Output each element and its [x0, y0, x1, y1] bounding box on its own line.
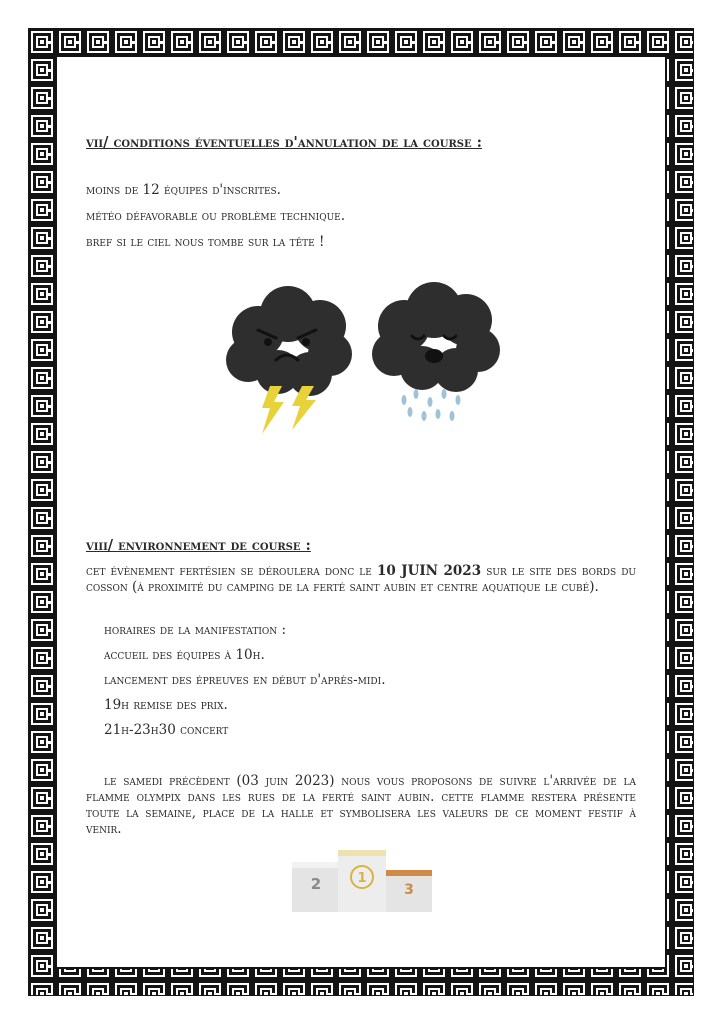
rain-drops-icon	[402, 389, 461, 421]
condition-line-3: bref si le ciel nous tombe sur la tête !	[86, 234, 325, 250]
lightning-icon	[262, 386, 316, 434]
podium-first-place	[338, 850, 386, 912]
schedule-item-4: 21h-23h30 concert	[104, 722, 229, 738]
schedule-heading: horaires de la manifestation :	[104, 622, 286, 638]
condition-line-2: météo défavorable ou problème technique.	[86, 208, 346, 224]
schedule-item-3: 19h remise des prix.	[104, 697, 228, 713]
schedule-item-2: lancement des épreuves en début d'après-midi.	[104, 672, 386, 688]
podium-label-1: 1	[357, 871, 367, 886]
schedule-item-1: accueil des équipes à 10h.	[104, 647, 265, 663]
closing-paragraph: le samedi précèdent (03 juin 2023) nous vous proposons de suivre l'arrivée de la flamme olympix dans les rues de la ferté saint aubin. cette flamme restera présente toute la semaine, place de la halle et symbolisera les valeurs de ce moment festif à venir.	[86, 773, 636, 837]
intro-text-after: sur le site des bords du cosson (à proximité du camping de la ferté saint aubin et centre aquatique le cubé).	[86, 563, 637, 595]
podium-second-place	[292, 862, 340, 912]
section-7-heading: vii/ conditions éventuelles d'annulation de la course :	[86, 134, 483, 151]
angry-cloud-icon	[226, 286, 352, 396]
podium-label-3: 3	[404, 882, 414, 898]
section-8-heading: viii/ environnement de course :	[86, 537, 311, 554]
condition-line-1: moins de 12 équipes d'inscrites.	[86, 182, 281, 198]
event-intro-paragraph	[86, 563, 636, 595]
storm-clouds-illustration	[218, 282, 508, 442]
podium-illustration	[288, 848, 438, 920]
event-date: 10 JUIN 2023	[376, 563, 482, 579]
podium-third-place	[386, 870, 432, 912]
sad-cloud-icon	[372, 282, 500, 392]
intro-text-before: cet évènement fertésien se déroulera donc le	[86, 563, 372, 579]
podium-label-2: 2	[310, 875, 322, 893]
